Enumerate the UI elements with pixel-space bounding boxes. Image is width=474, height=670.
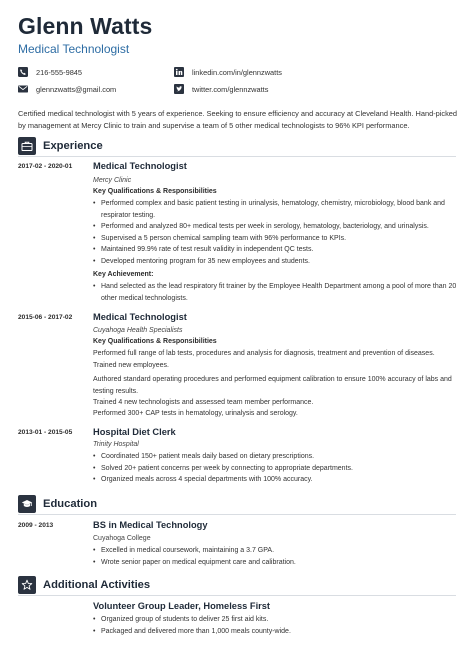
education-divider	[18, 514, 456, 515]
twitter-icon	[174, 84, 184, 94]
list-item: • Performed complex and basic patient testing in urinalysis, hematology, chemistry, microbiology, blood bank and respirator testing.	[93, 198, 459, 221]
job-1-achievement	[93, 281, 459, 304]
list-item: • Supervised a 5 person chemical sampling team with 96% performance to KPIs.	[93, 233, 459, 245]
list-item: • Maintained 99.9% rate of test result validity in independent QC tests.	[93, 244, 459, 256]
education-heading: Education	[43, 498, 98, 510]
list-item: • Excelled in medical coursework, maintaining a 3.7 GPA.	[93, 545, 459, 557]
contact-twitter[interactable]: twitter.com/glennzwatts	[174, 84, 268, 94]
education-dates: 2009 - 2013	[18, 522, 54, 529]
job-2-qualifications-label: Key Qualifications & Responsibilities	[93, 338, 217, 345]
activities-divider	[18, 595, 456, 596]
activity-title: Volunteer Group Leader, Homeless First	[93, 601, 271, 611]
experience-heading: Experience	[43, 140, 103, 152]
job-2-paragraph: Performed 300+ CAP tests in hematology, urinalysis and serology.	[93, 410, 298, 417]
job-1-qualifications-label: Key Qualifications & Responsibilities	[93, 188, 217, 195]
summary-text: Certified medical technologist with 5 years of experience. Seeking to ensure efficiency and accuracy at Cleveland Health. Hand-picked by management at Mercy Clinic to train and supervise a team of 5 other medical technologists to 96% KPI performance.	[18, 109, 458, 130]
job-2-paragraph: Performed full range of lab tests, procedures and analysis for diagnosis, treatment and prevention of diseases. Trained new employees.	[93, 350, 435, 369]
job-3-dates: 2013-01 - 2015-05	[18, 429, 73, 436]
star-icon	[18, 576, 36, 594]
briefcase-icon	[18, 137, 36, 155]
list-item: • Performed and analyzed 80+ medical tests per week in serology, hematology, bacteriology, and urinalysis.	[93, 221, 459, 233]
list-item: • Packaged and delivered more than 1,000 meals county-wide.	[93, 626, 459, 638]
job-2-dates: 2015-06 - 2017-02	[18, 314, 73, 321]
job-3-company: Trinity Hospital	[93, 441, 139, 448]
activities-heading: Additional Activities	[43, 579, 151, 591]
education-school: Cuyahoga College	[93, 535, 151, 542]
contact-email[interactable]: glennzwatts@gmail.com	[18, 84, 116, 94]
job-2-paragraph: Trained 4 new technologists and assessed team member performance.	[93, 399, 314, 406]
experience-section-header	[18, 137, 103, 155]
email-icon	[18, 84, 28, 94]
education-section-header	[18, 495, 97, 513]
list-item: • Organized group of students to deliver 25 first aid kits.	[93, 614, 459, 626]
job-1-company: Mercy Clinic	[93, 177, 132, 184]
job-3-title: Hospital Diet Clerk	[93, 427, 176, 437]
education-degree: BS in Medical Technology	[93, 520, 208, 530]
list-item: • Hand selected as the lead respiratory fit trainer by the Employee Health Department among a pool of more than 20 other medical technologists.	[93, 281, 459, 304]
resume-title: Medical Technologist	[18, 42, 130, 56]
activities-section-header	[18, 576, 150, 594]
job-2-company: Cuyahoga Health Specialists	[93, 327, 183, 334]
graduation-cap-icon	[18, 495, 36, 513]
activity-bullets	[93, 614, 459, 637]
contact-phone: 216-555-9845	[18, 67, 82, 77]
linkedin-icon	[174, 67, 184, 77]
job-3-bullets	[93, 451, 459, 486]
list-item: • Developed mentoring program for 35 new employees and students.	[93, 256, 459, 268]
list-item: • Wrote senior paper on medical equipment care and calibration.	[93, 557, 459, 569]
list-item: • Solved 20+ patient concerns per week by connecting to appropriate departments.	[93, 463, 459, 475]
resume-name: Glenn Watts	[18, 13, 153, 39]
job-1-dates: 2017-02 - 2020-01	[18, 163, 73, 170]
list-item: • Coordinated 150+ patient meals daily based on dietary prescriptions.	[93, 451, 459, 463]
education-bullets	[93, 545, 459, 568]
contact-linkedin[interactable]: linkedin.com/in/glennzwatts	[174, 67, 282, 77]
job-1-title: Medical Technologist	[93, 161, 187, 171]
job-2-title: Medical Technologist	[93, 312, 187, 322]
list-item: • Organized meals across 4 special departments with 100% accuracy.	[93, 474, 459, 486]
job-1-achievement-label: Key Achievement:	[93, 271, 154, 278]
experience-divider	[18, 156, 456, 157]
job-1-bullets	[93, 198, 459, 268]
job-2-paragraph: Authored standard operating procedures and performed equipment calibration to ensure 100% accuracy of labs and testing results.	[93, 376, 452, 395]
phone-icon	[18, 67, 28, 77]
